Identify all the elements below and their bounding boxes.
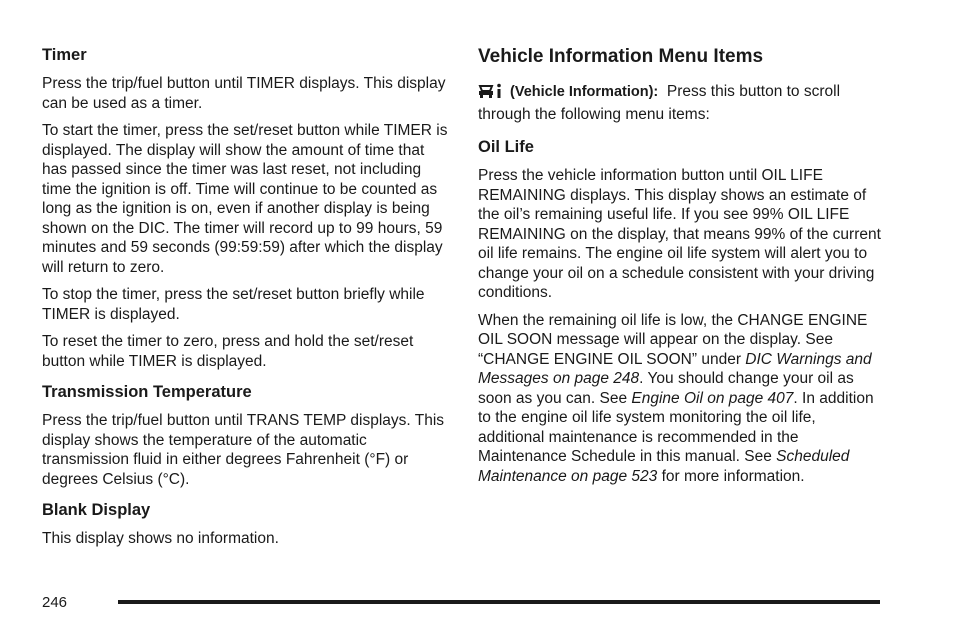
oil-text-b: . You should change your oil as soon as you can. See [478,370,854,407]
oil-text-c: . In addition to the engine oil life system monitoring the oil life, additional maintenance is recommended in the Maintenance Schedule in this manual. See [478,389,874,465]
vehicle-info-icon [478,83,504,105]
page-number: 246 [42,594,68,611]
oil-text-a: When the remaining oil life is low, the CHANGE ENGINE OIL SOON message will appear on the display. See “CHANGE ENGINE OIL SOON” under [478,311,868,368]
timer-heading: Timer [42,46,87,64]
timer-paragraph-1: Press the trip/fuel button until TIMER displays. This display can be used as a timer. [42,75,446,112]
scheduled-maintenance-reference[interactable]: Scheduled Maintenance on page 523 [478,448,850,485]
oil-life-heading: Oil Life [478,138,534,156]
left-column [42,44,448,559]
timer-paragraph-4: To reset the timer to zero, press and hold the set/reset button while TIMER is displayed. [42,333,414,370]
vehicle-info-menu-heading: Vehicle Information Menu Items [478,46,764,67]
blank-display-heading: Blank Display [42,501,151,519]
vehicle-info-paragraph [478,82,884,124]
engine-oil-reference[interactable]: Engine Oil on page 407 [631,389,794,407]
oil-life-paragraph-1: Press the vehicle information button until OIL LIFE REMAINING displays. This display shows an estimate of the oil’s remaining useful life. If you see 99% OIL LIFE REMAINING on the display, that means 99% of the current oil life remains. The engine oil life system will alert you to change your oil on a schedule consistent with your driving conditions. [478,167,881,301]
right-column [478,44,884,496]
blank-display-paragraph: This display shows no information. [42,530,279,547]
vehicle-info-lead: (Vehicle Information): [510,84,659,100]
oil-life-paragraph-2 [478,311,884,487]
transmission-temperature-paragraph: Press the trip/fuel button until TRANS TEMP displays. This display shows the temperature of the automatic transmission fluid in either degrees Fahrenheit (°F) or degrees Celsius (°C). [42,412,445,488]
transmission-temperature-heading: Transmission Temperature [42,383,252,401]
dic-warnings-reference[interactable]: DIC Warnings and Messages on page 248 [478,350,872,387]
footer-rule [118,600,880,604]
transmission-temperature-section [42,381,448,489]
timer-section [42,44,448,371]
timer-paragraph-3: To stop the timer, press the set/reset button briefly while TIMER is displayed. [42,286,425,323]
oil-text-d: for more information. [657,467,805,485]
oil-life-section [478,136,884,486]
blank-display-section [42,499,448,549]
timer-paragraph-2: To start the timer, press the set/reset button while TIMER is displayed. The display will show the amount of time that has passed since the timer was last reset, not including time the ignition is off. Time will continue to be counted as long as the ignition is on, even if another display is being shown on the DIC. The timer will record up to 99 hours, 59 minutes and 59 seconds (99:59:59) after which the display will return to zero. [42,122,448,276]
vehicle-info-text: Press this button to scroll through the following menu items: [478,83,841,123]
